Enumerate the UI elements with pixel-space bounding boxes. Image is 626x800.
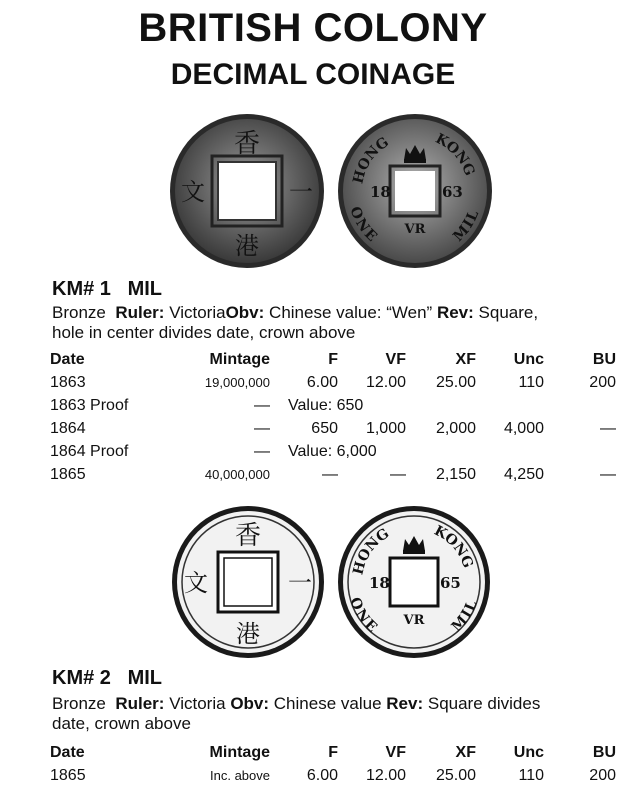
coin-char-top: 香: [234, 521, 262, 551]
coin-date-left: 18: [369, 574, 390, 592]
coin-char-top: 香: [233, 129, 261, 159]
coin-char-right: 一: [289, 178, 313, 206]
table-row: 1865 Inc. above 6.00 12.00 25.00 110 200: [50, 766, 616, 784]
catalog-heading-km1: [52, 278, 162, 301]
price-table-km2: [50, 741, 616, 787]
coin-char-left: 文: [184, 569, 208, 597]
coin-legend-bottom-left: ONE: [346, 595, 381, 636]
table-row: 1865 40,000,000 — — 2,150 4,250 —: [50, 465, 616, 483]
coin-char-right: 一: [288, 569, 312, 597]
coin-reverse-image-2: [336, 504, 492, 660]
km-number: KM# 1: [52, 278, 111, 300]
catalog-description-km2: Bronze Ruler: Victoria Obv: Chinese value Rev: Square divides date, crown above: [52, 694, 541, 733]
coin-legend-top-right: KONG: [432, 130, 478, 179]
page-subtitle: DECIMAL COINAGE: [170, 58, 456, 91]
coin-legend-bottom-left: ONE: [346, 204, 381, 245]
page-title: BRITISH COLONY: [138, 6, 488, 50]
coin-char-left: 文: [181, 178, 205, 206]
coin-legend-top-left: HONG: [350, 134, 392, 186]
denomination: MIL: [127, 278, 163, 300]
coin-date-left: 18: [370, 183, 391, 201]
coin-date-right: 65: [440, 574, 461, 592]
coin-cipher: VR: [404, 222, 426, 237]
table-header: Date Mintage F VF XF Unc BU: [50, 350, 616, 368]
catalog-description-km1: Bronze Ruler: VictoriaObv: Chinese value: “Wen” Rev: Square, hole in center divides date, crown above: [52, 303, 539, 342]
table-row: 1864 Proof — Value: 6,000: [50, 442, 377, 460]
coin-char-bottom: 港: [236, 620, 260, 648]
coin-reverse-image-1: [336, 112, 494, 270]
catalog-heading-km2: [52, 667, 162, 690]
table-row: 1863 Proof — Value: 650: [50, 396, 364, 414]
coin-char-bottom: 港: [235, 232, 259, 260]
coin-obverse-image-1: [168, 112, 326, 270]
coin-legend-bottom-right: MIL: [449, 207, 482, 245]
coin-legend-bottom-right: MIL: [448, 598, 481, 635]
table-row: 1864 — 650 1,000 2,000 4,000 —: [50, 419, 616, 437]
coin-legend-top-right: KONG: [431, 522, 476, 571]
table-row: 1863 19,000,000 6.00 12.00 25.00 110 200: [50, 373, 616, 391]
table-header: Date Mintage F VF XF Unc BU: [50, 743, 616, 761]
coin-obverse-image-2: [170, 504, 326, 660]
km-number: KM# 2: [52, 667, 111, 689]
denomination: MIL: [127, 667, 163, 689]
price-table-km1: [50, 348, 616, 486]
coin-cipher: VR: [403, 613, 425, 628]
coin-date-right: 63: [442, 183, 463, 201]
coin-legend-top-left: HONG: [350, 525, 393, 577]
